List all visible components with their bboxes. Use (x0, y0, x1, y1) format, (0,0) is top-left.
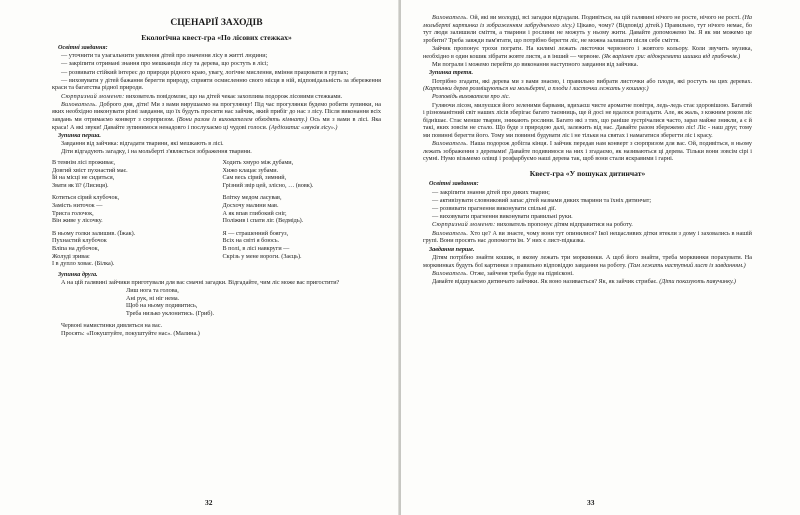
paragraph-text: Зайчик пропонує трохи пограти. На килимі лежать листочки червоного і жовтого кольору. Коли звучить музика, необхідно в один кошик зібрати жовте листя, а в інший — червоне. (423, 44, 752, 60)
page-number-left: 32 (205, 498, 213, 507)
paragraph-text: Наша подорож добігла кінця. І зайчик передав нам конверт з сюрпризом для вас. Ой, подивіться, в ньому лежать зображення з деревами! Давайте подивимося на них і згадаємо, як називаються ці дерева. Тільки вони зовсім сірі і сумні. Нумо візьмемо олівці і розфарбуємо наші дерева так, щоб вони стали яскравими і гарні. (423, 140, 752, 163)
riddle-line: В полі, в лісі навкруги — (222, 245, 290, 252)
paragraph-text: Потрібно згадати, які дерева ми з вами знаємо, і правильно вибрати листочки або плоди, які ростуть на цих деревах. (432, 77, 752, 85)
stop1-heading: Зупинка перша. (58, 132, 101, 140)
riddle-line: Сам весь сірий, зимний, (222, 174, 287, 182)
goals2-heading: Освітні завдання: (429, 180, 479, 188)
story-paragraph: Гуляючи лісом, милуєшся його зеленими барвами, вдихаєш чисте ароматне повітря, ледь-ледь стає здоровішою. Багатий і різноманітний світ наших лісів зберігає багато таємниць, ще й досі не вдалося розгадати. Але, як жаль, з кожним роком ліс біднішає. Стає менше тварин, зникають рослини. Багато які з тих, що раніше зустрічалися часто, зараз майже зникли, а є й такі, яких зовсім не стало. Що буде з природою далі, залежить від нас. Давайте разом збережемо ліс! Ліс - наш друг, тому ми повинні берегти його. Тому ми повинні будувати ліс і не тільки на святах і намагатися зберегти ліс і красу. (423, 101, 752, 139)
riddle-line: Щоб на ньому подивитись, (126, 302, 198, 310)
teacher-italic: (Вони разом із вихователем обходять кімнату.) (176, 115, 308, 123)
paragraph-text: Давайте відшукаємо дитинчато зайчики. Як воно називається? Як, як зайчик стрибає. (432, 277, 658, 285)
teacher-paragraph (423, 14, 752, 44)
surprise-label: Сюрпризний момент: (432, 221, 496, 229)
paragraph-italic: (Картинки дерев розміщуються на мольберті, а плоди і листочки лежать у кошику.) (423, 85, 649, 93)
stop2-heading: Зупинка друга. (58, 270, 98, 278)
page-number-right: 33 (587, 498, 595, 507)
teacher-paragraph (423, 230, 752, 245)
riddle-line: В темнім лісі проживає, (52, 159, 116, 167)
riddle-line: Треба низько уклонитись. (Гриб). (126, 309, 215, 317)
teacher-text-2: Ось ми з вами в лісі. Яка краса! А які звуки! Давайте зупинимося ненадовго і послухаємо ці чудові голоси. (52, 115, 382, 131)
paragraph-text: Хто це? А ви знаєте, чому вони тут опинилися? Ікої нещасливих дітки втекли з дому і заховались в нашій групі. Вони просять нас допомогти їм. У них є лист-підказка. (423, 229, 752, 245)
riddle-line: Ані рук, ні ніг нема. (126, 294, 180, 302)
teacher-label: Вихователь. (432, 229, 469, 237)
paragraph-italic: (Як варіант гри: відокремити шишки від грибочків.) (601, 52, 741, 60)
teacher-paragraph (52, 101, 381, 131)
paragraph-italic: (Діти показують павучинку.) (659, 277, 736, 285)
paragraph (423, 254, 752, 269)
riddle-line: Котиться сірий клубочок, (52, 194, 120, 202)
riddle-line: Він живе у лісочку. (52, 217, 103, 225)
riddle-center (126, 287, 381, 317)
riddle-line: Хижо клацає зубами. (222, 166, 279, 174)
riddle-line: Лиш нога та голова, (126, 287, 179, 295)
riddle-line: А як впав глибокий сніг, (222, 209, 287, 217)
riddles-left (52, 159, 211, 268)
riddle-line: Замість ниточок — (52, 202, 103, 210)
goal-item: — виховувати у дітей бажання берегти природу, сприяти осмисленню свого місця в ній, відповідальність за збереження краси та багатства рідної природи. (52, 76, 381, 92)
stop1-intro: Завдання від зайчика: відгадати тварини, які мешкають в лісі. (61, 140, 224, 148)
paragraph-italic: (На мольберті картинка із зображенням забрудненого лісу.) (423, 14, 753, 29)
paragraph-text: Цікаво, чому? (Відповіді дітей.) Правильно, тут нічого немає, бо тут люди залишили сміття, а тварини і рослини не можуть у ньому жити. Давайте допоможемо їм. Я як ми можемо це зробити? Треба завжди пам'ятати, що потрібно берегти ліс, не можна залишати після себе сміття. (423, 21, 752, 44)
task1-heading: Завдання перше. (429, 245, 475, 253)
riddle-line: Пухнастий клубочок (52, 237, 107, 245)
paragraph-text: Ой, які ви молодці, всі загадки відгадали. Подивіться, на цій галявині нічого не росте, нічого не рості. (469, 14, 741, 21)
surprise-label: Сюрпризний момент: (61, 92, 125, 100)
goal-item: — розвивати прагнення виконувати спільні дії. (432, 205, 557, 212)
riddle-line: Влітку медом ласував, (222, 194, 282, 202)
riddle-line: Грізний звір цей, злісно, … (вовк). (222, 181, 314, 189)
left-page-content (52, 14, 381, 493)
teacher-paragraph (423, 140, 752, 163)
surprise-text: вихователь пропонує дітям відправитися на роботу. (497, 221, 633, 229)
goals-heading: Освітні завдання: (58, 44, 108, 51)
right-page-content (423, 14, 752, 493)
teacher-label: Вихователь. (432, 140, 469, 148)
quest2-title: Квест-гра «У пошуках дитинчат» (529, 169, 646, 179)
stop1-intro-2: Діти відгадують загадку, і на мольберті з'являється зображення тварини. (61, 148, 252, 156)
riddle-line: І в дупло ховає. (Білка). (52, 260, 115, 268)
riddles-right (223, 159, 382, 268)
surprise-paragraph (52, 93, 381, 101)
surprise-paragraph (423, 221, 752, 229)
riddle-line: Я — страшенний боягуз, (222, 229, 289, 237)
riddle-line: Поліжив і спати ліг. (Ведмідь). (222, 217, 304, 225)
riddle-line: Довгий хвіст пухнастий має. (52, 166, 128, 174)
paragraph (423, 78, 752, 93)
closing-line: Червоні намистинки дивляться на вас. (61, 321, 163, 329)
teacher-text: Доброго дня, діти! Ми з вами вирушаємо на прогулянку! Під час прогулянки будемо робити зупинки, на яких необхідно виконувати різні завдання, що їх будуть просити нас зайчик, який прибіг до нас з лісу. Після виконання всіх завдань ми отримаємо конверт з сюрпризом. (52, 100, 382, 123)
game-paragraph (423, 45, 752, 60)
riddle-line: Трисга голочок, (52, 209, 94, 217)
teacher-paragraph (423, 270, 752, 278)
riddle-line: Досхочу малини мав. (222, 202, 279, 210)
riddle-line: В ньому голки залишив. (Їжак). (52, 229, 136, 237)
paragraph-text: Отже, зайченя треба буде на підвісконі. (469, 269, 574, 277)
right-page (401, 0, 800, 515)
riddle-line: Скрізь у мене вороги. (Заєць). (222, 252, 302, 260)
paragraph (423, 278, 752, 286)
teacher-label: Вихователь. (432, 14, 469, 21)
goal-item: — активізувати словниковий запас дітей назвами диких тварини та їхніх дитинчат; (432, 196, 652, 204)
riddle-line: Всіх на світі я боюсь. (222, 237, 280, 245)
riddle-line: Їй на місці не сидиться, (52, 174, 115, 182)
riddle-line: Вліпа на дубочок, (52, 245, 100, 252)
stop3-heading: Зупинка третя. (429, 69, 474, 77)
teacher-label: Вихователь. (61, 100, 98, 108)
goal-item: — розвивати стійкий інтерес до природи рідного краю, увагу, логічне мислення, вміння працювати в групах; (61, 68, 349, 76)
goal-item: — уточнити та узагальнити уявлення дітей про значення лісу в житті людини; (61, 52, 268, 60)
closing-line: Просять: «Покуштуйте, покуштуйте нас». (Малина.) (61, 329, 200, 337)
paragraph-italic: (Там лежать наступний лист із завданням.) (627, 261, 746, 269)
surprise-text: вихователь повідомляє, що на дітей чекає захоплива подорож лісовими стежками. (126, 92, 343, 100)
riddle-line: Ходить хмуро між дубами, (222, 159, 294, 167)
goal-item: — закріпити отримані знання про мешканців лісу та дерева, що ростуть в лісі; (61, 60, 269, 68)
chapter-title: СЦЕНАРІЇ ЗАХОДІВ (170, 18, 263, 28)
left-page (0, 0, 399, 515)
teacher-label: Вихователь. (432, 269, 469, 277)
quest-title: Екологічна квест-гра «По лісових стежках» (141, 33, 292, 42)
riddle-line: Жолуді зриває (52, 252, 90, 260)
goal-item: — закріпити знання дітей про диких тварин; (432, 188, 550, 196)
paragraph-text: Дітям потрібно знайти кошик, в якому лежать три морквинки. А щоб його знайти, треба морквинки порахувати. На морквинках будуть бої картинки з правильно відповіддю завдання на роботу. (423, 253, 752, 269)
goal-item: — виховувати прагнення виконувати правильні руки. (432, 213, 573, 221)
riddles-block (52, 159, 381, 268)
paragraph: Ми пограли і можемо перейти до виконання наступного завдання від зайчика. (432, 60, 639, 68)
riddle-line: Звати як її? (Лисиця). (52, 181, 109, 189)
teacher-italic-2: (Аудіозапис «звуків лісу».) (268, 123, 338, 131)
story-heading: Розповідь вихователя про ліс. (432, 93, 510, 101)
stop2-text: А на цій галявині зайчики приготували для вас смачні загадки. Відгадайте, чим ліс може вас пригостити? (61, 278, 340, 286)
